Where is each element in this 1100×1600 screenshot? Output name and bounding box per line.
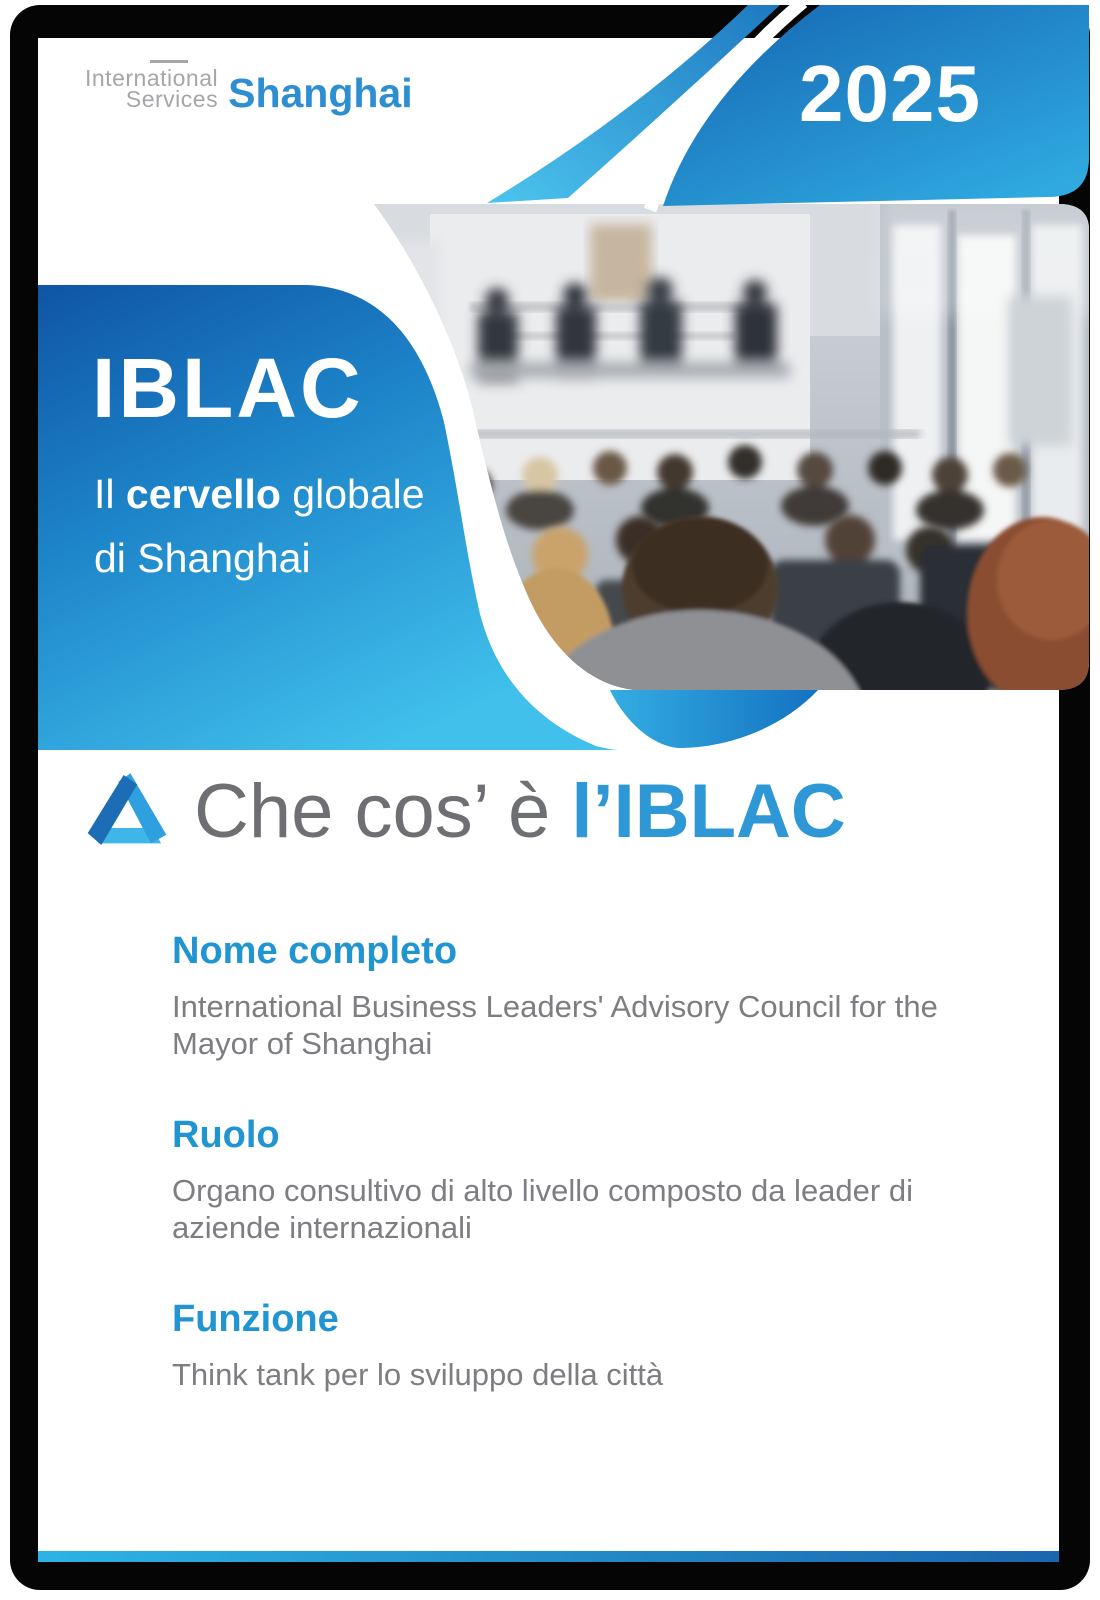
logo-line2: Services	[125, 86, 219, 112]
page-title-blue: l’IBLAC	[571, 769, 846, 854]
banner-tagline	[94, 462, 425, 590]
section-body: Organo consultivo di alto livello composto da leader di aziende internazionali	[172, 1173, 913, 1245]
logo-bar	[150, 60, 188, 63]
logo-line1: International	[85, 65, 219, 91]
section-nome-completo	[172, 930, 962, 1062]
page-title	[194, 769, 846, 854]
logo	[85, 65, 413, 116]
tagline-line2: di Shanghai	[94, 535, 311, 581]
logo-wordmark	[85, 65, 219, 112]
logo-brand: Shanghai	[228, 70, 413, 116]
section-heading	[86, 769, 846, 854]
section-body: Think tank per lo sviluppo della città	[172, 1357, 664, 1392]
section-title: Funzione	[172, 1298, 339, 1340]
page-title-gray: Che cos’ è	[194, 769, 572, 854]
section-funzione	[172, 1298, 962, 1393]
content-sections	[172, 930, 962, 1445]
tagline-line1: Il cervello globale	[94, 471, 425, 517]
banner-title: IBLAC	[92, 341, 364, 435]
triangle-logo-icon	[86, 773, 168, 852]
section-title: Ruolo	[172, 1114, 280, 1156]
section-body: International Business Leaders' Advisory Council for the Mayor of Shanghai	[172, 989, 938, 1061]
section-ruolo	[172, 1114, 962, 1246]
year-badge: 2025	[799, 49, 981, 138]
section-title: Nome completo	[172, 930, 458, 972]
